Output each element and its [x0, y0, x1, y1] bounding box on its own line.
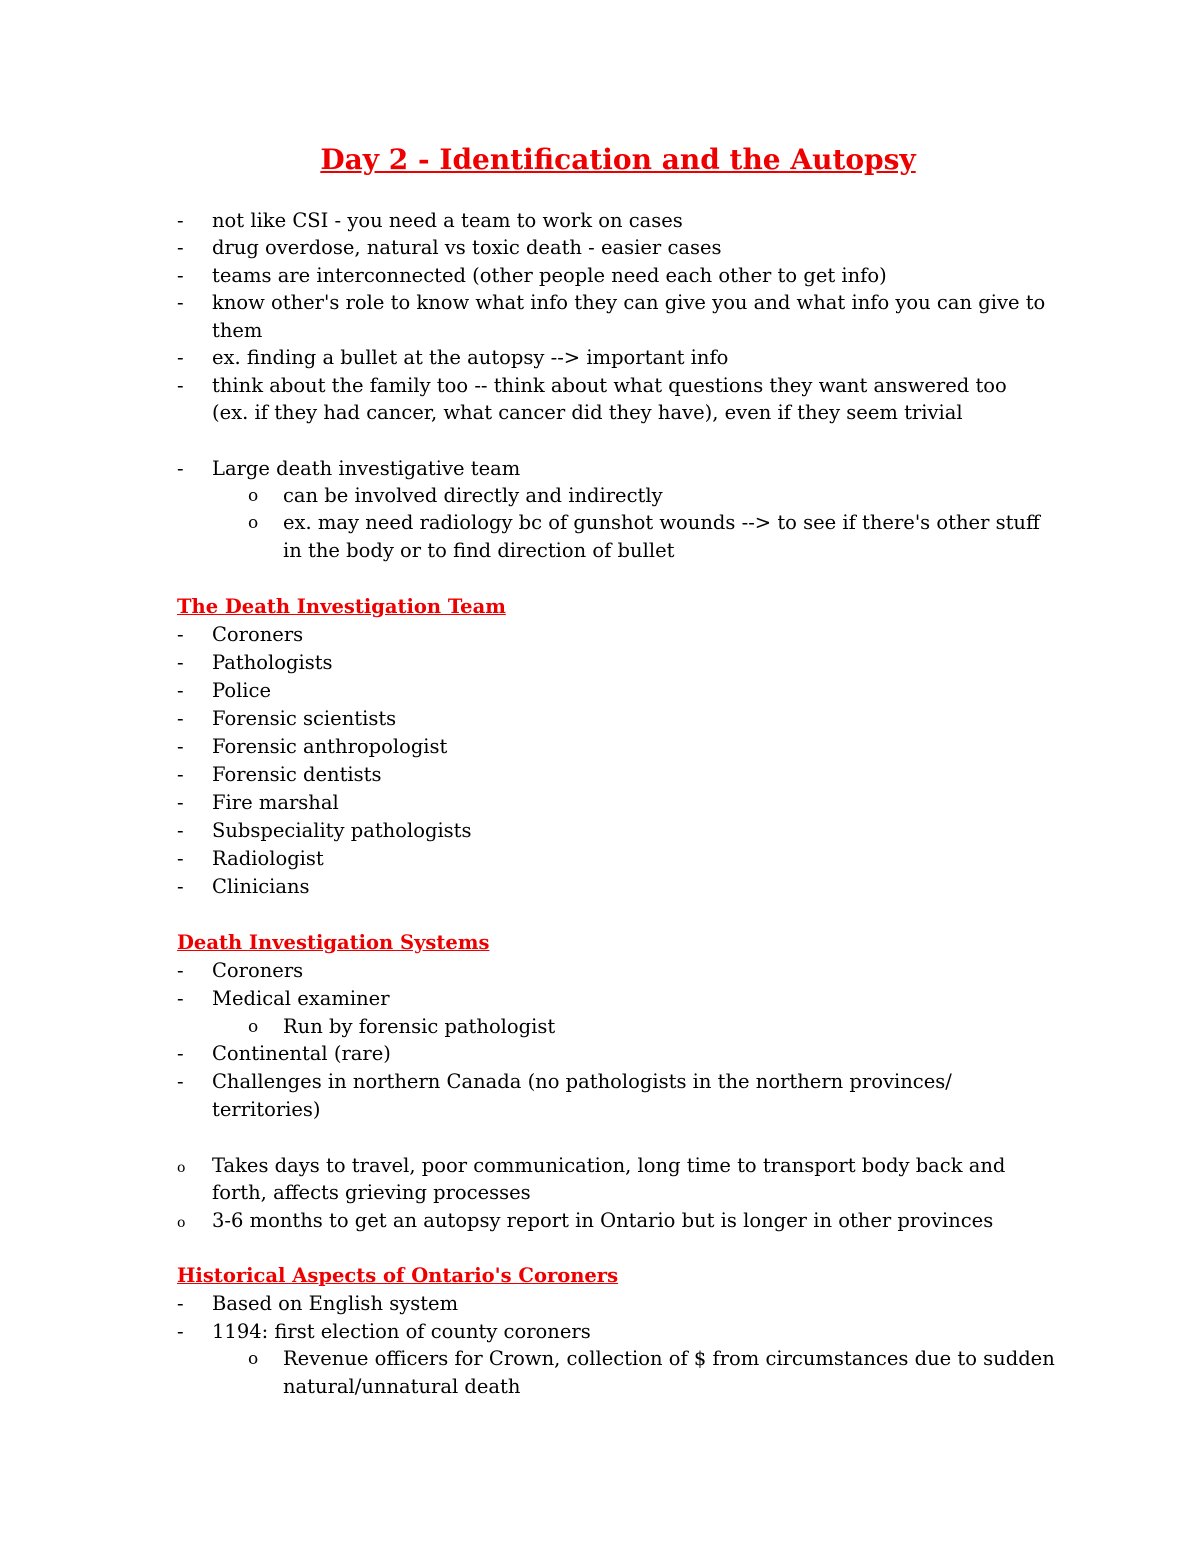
dash-marker: -	[177, 791, 184, 814]
list-item-text: Forensic dentists	[212, 763, 382, 786]
dash-marker: -	[177, 735, 184, 758]
list-item-text: (ex. if they had cancer, what cancer did they have), even if they seem trivial	[212, 401, 963, 424]
list-item-text: drug overdose, natural vs toxic death - easier cases	[212, 236, 722, 259]
list-item-text: think about the family too -- think about what questions they want answered too	[212, 374, 1007, 397]
dash-marker: -	[177, 346, 184, 369]
dash-marker: -	[177, 1292, 184, 1315]
list-item-text: Large death investigative team	[212, 457, 521, 480]
dash-marker: -	[177, 374, 184, 397]
list-item-text: Run by forensic pathologist	[283, 1015, 556, 1038]
dash-marker: -	[177, 707, 184, 730]
list-item-text: Subspeciality pathologists	[212, 819, 472, 842]
circle-marker: o	[248, 486, 259, 506]
dash-marker: -	[177, 987, 184, 1010]
section-heading: The Death Investigation Team	[177, 595, 506, 618]
list-item-text: 1194: first election of county coroners	[212, 1320, 591, 1343]
dash-marker: -	[177, 291, 184, 314]
list-item-text: Radiologist	[212, 847, 324, 870]
circle-marker: o	[248, 1017, 259, 1037]
dash-marker: -	[177, 763, 184, 786]
list-item-text: ex. finding a bullet at the autopsy --> important info	[212, 346, 729, 369]
dash-marker: -	[177, 875, 184, 898]
dash-marker: -	[177, 236, 184, 259]
list-item-text: Challenges in northern Canada (no pathologists in the northern provinces/	[212, 1070, 952, 1093]
page-title: Day 2 - Identification and the Autopsy	[320, 143, 916, 176]
list-item-text: Pathologists	[212, 651, 333, 674]
dash-marker: -	[177, 264, 184, 287]
list-item-text: Medical examiner	[212, 987, 390, 1010]
list-item-text: 3-6 months to get an autopsy report in Ontario but is longer in other provinces	[212, 1209, 994, 1232]
list-item-text: Police	[212, 679, 272, 702]
circle-marker: o	[177, 1215, 186, 1231]
list-item-text: Based on English system	[212, 1292, 459, 1315]
list-item-text: territories)	[212, 1098, 321, 1121]
dash-marker: -	[177, 1320, 184, 1343]
list-item-text: teams are interconnected (other people need each other to get info)	[212, 264, 887, 287]
list-item-text: Forensic scientists	[212, 707, 397, 730]
list-item-text: Coroners	[212, 623, 304, 646]
circle-marker: o	[248, 513, 259, 533]
dash-marker: -	[177, 651, 184, 674]
circle-marker: o	[177, 1160, 186, 1176]
dash-marker: -	[177, 959, 184, 982]
dash-marker: -	[177, 819, 184, 842]
list-item-text: ex. may need radiology bc of gunshot wounds --> to see if there's other stuff	[283, 511, 1040, 534]
list-item-text: Takes days to travel, poor communication, long time to transport body back and	[212, 1154, 1006, 1177]
list-item-text: Clinicians	[212, 875, 310, 898]
dash-marker: -	[177, 1042, 184, 1065]
list-item-text: Forensic anthropologist	[212, 735, 448, 758]
section-heading: Death Investigation Systems	[177, 931, 490, 954]
dash-marker: -	[177, 847, 184, 870]
list-item-text: know other's role to know what info they can give you and what info you can give to	[212, 291, 1046, 314]
list-item-text: Revenue officers for Crown, collection of $ from circumstances due to sudden	[283, 1347, 1055, 1370]
list-item-text: Fire marshal	[212, 791, 339, 814]
dash-marker: -	[177, 457, 184, 480]
circle-marker: o	[248, 1349, 259, 1369]
dash-marker: -	[177, 209, 184, 232]
list-item-text: Coroners	[212, 959, 304, 982]
dash-marker: -	[177, 623, 184, 646]
list-item-text: not like CSI - you need a team to work on cases	[212, 209, 683, 232]
list-item-text: in the body or to find direction of bullet	[283, 539, 675, 562]
dash-marker: -	[177, 1070, 184, 1093]
list-item-text: forth, affects grieving processes	[212, 1181, 531, 1204]
list-item-text: natural/unnatural death	[283, 1375, 521, 1398]
list-item-text: them	[212, 319, 263, 342]
section-heading: Historical Aspects of Ontario's Coroners	[177, 1264, 619, 1287]
dash-marker: -	[177, 679, 184, 702]
list-item-text: can be involved directly and indirectly	[283, 484, 663, 507]
list-item-text: Continental (rare)	[212, 1042, 391, 1065]
